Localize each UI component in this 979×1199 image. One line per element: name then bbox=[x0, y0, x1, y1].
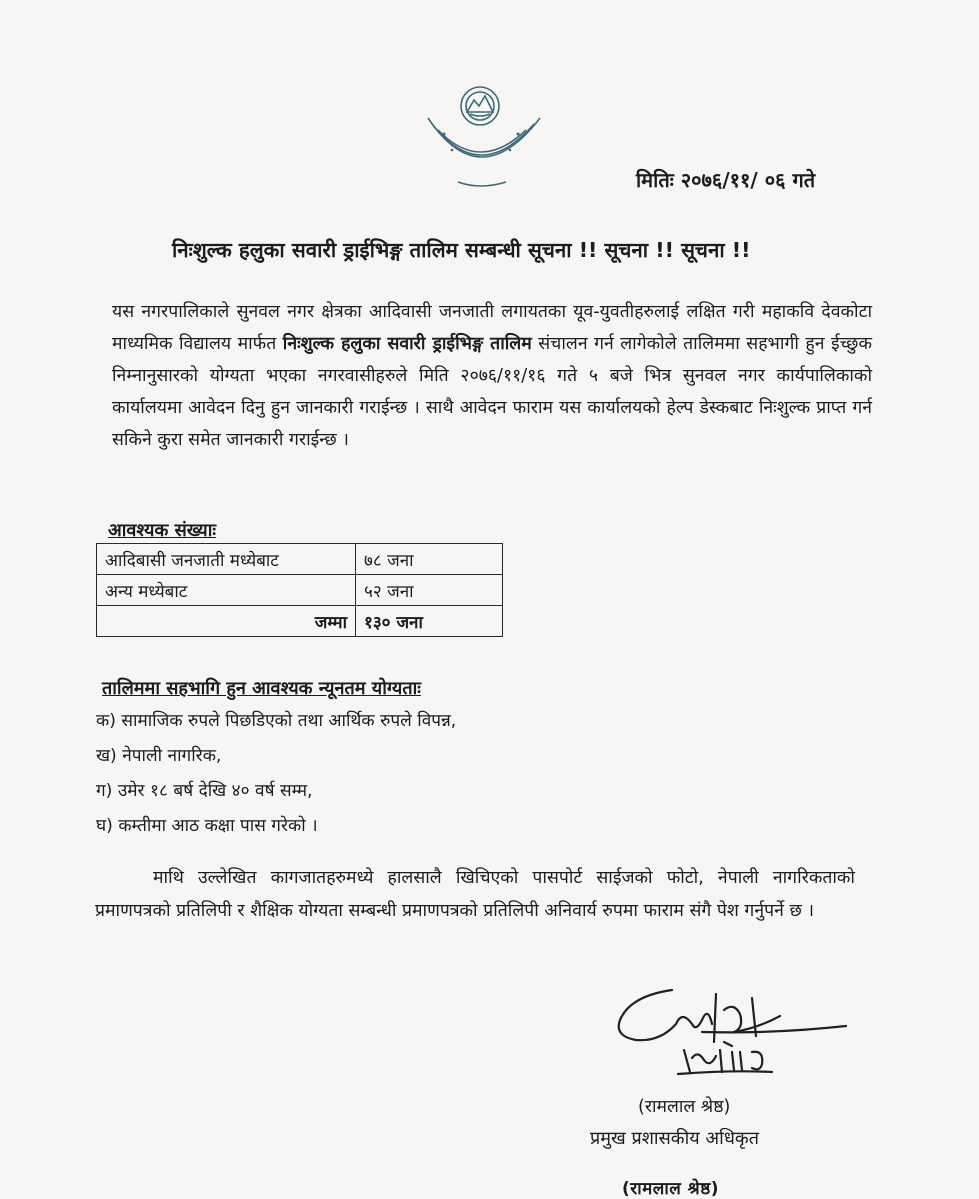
list-item: क) सामाजिक रुपले पिछडिएको तथा आर्थिक रुपले विपन्न, bbox=[96, 711, 457, 731]
list-item: ख) नेपाली नागरिक, bbox=[96, 746, 222, 766]
intro-paragraph bbox=[112, 296, 872, 456]
signatory-designation: प्रमुख प्रशासकीय अधिकृत bbox=[590, 1128, 759, 1149]
qualifications-title: तालिममा सहभागि हुन आवश्यक न्यूनतम योग्यताः bbox=[102, 678, 421, 699]
requirements-table bbox=[96, 543, 503, 637]
list-item: ग) उमेर १८ बर्ष देखि ४० वर्ष सम्म, bbox=[96, 781, 313, 801]
table-cell-value: ५२ जना bbox=[356, 575, 503, 606]
intro-highlight: निःशुल्क हलुका सवारी ड्राईभिङ्ग तालिम bbox=[282, 334, 532, 354]
municipality-seal-icon bbox=[418, 78, 548, 196]
notice-title: निःशुल्क हलुका सवारी ड्राईभिङ्ग तालिम सम्बन्धी सूचना !! सूचना !! सूचना !! bbox=[172, 238, 751, 262]
signature-icon bbox=[612, 980, 852, 1080]
table-cell-value: ७८ जना bbox=[356, 544, 503, 575]
table-total-value: १३० जना bbox=[356, 606, 503, 637]
documents-paragraph: माथि उल्लेखित कागजातहरुमध्ये हालसालै खिचिएको पासपोर्ट साईजको फोटो, नेपाली नागरिकताको प्रमाणपत्रको प्रतिलिपी र शैक्षिक योग्यता सम्बन्धी प्रमाणपत्रको प्रतिलिपी अनिवार्य रुपमा फाराम संगै पेश गर्नुपर्ने छ । bbox=[95, 868, 855, 921]
table-row bbox=[97, 575, 503, 606]
table-cell-label: आदिबासी जनजाती मध्येबाट bbox=[97, 544, 356, 575]
name-stamp: (रामलाल श्रेष्ठ) bbox=[622, 1179, 719, 1199]
qualifications-list bbox=[96, 704, 456, 844]
intro-text-part1: यस नगरपालिकाले सुनवल नगर क्षेत्रका आदिवासी जनजाती लगायतका यूव-युवतीहरुलाई लक्षित गरी महाकवि देवकोटा माध्यमिक विद्यालय मार्फत bbox=[112, 302, 872, 354]
table-cell-label: अन्य मध्येबाट bbox=[97, 575, 356, 606]
notice-date: मितिः २०७६/११/ ०६ गते bbox=[636, 168, 816, 192]
table-row-total bbox=[97, 606, 503, 637]
list-item: घ) कम्तीमा आठ कक्षा पास गरेको । bbox=[96, 816, 318, 836]
table-row bbox=[97, 544, 503, 575]
signatory-name: (रामलाल श्रेष्ठ) bbox=[638, 1097, 731, 1117]
requirements-title: आवश्यक संख्याः bbox=[108, 520, 217, 541]
intro-text-part2: संचालन गर्न लागेकोले तालिममा सहभागी हुन ईच्छुक निम्नानुसारको योग्यता भएका नगरवासीहरुले मिति २०७६/११/१६ गते ५ बजे भित्र सुनवल नगर कार्यपालिकाको कार्यालयमा आवेदन दिनु हुन जानकारी गराईन्छ । साथै आवेदन फाराम यस कार्यालयको हेल्प डेस्कबाट निःशुल्क प्राप्त गर्न सकिने कुरा समेत जानकारी गराईन्छ । bbox=[112, 334, 872, 450]
table-total-label: जम्मा bbox=[97, 606, 356, 637]
